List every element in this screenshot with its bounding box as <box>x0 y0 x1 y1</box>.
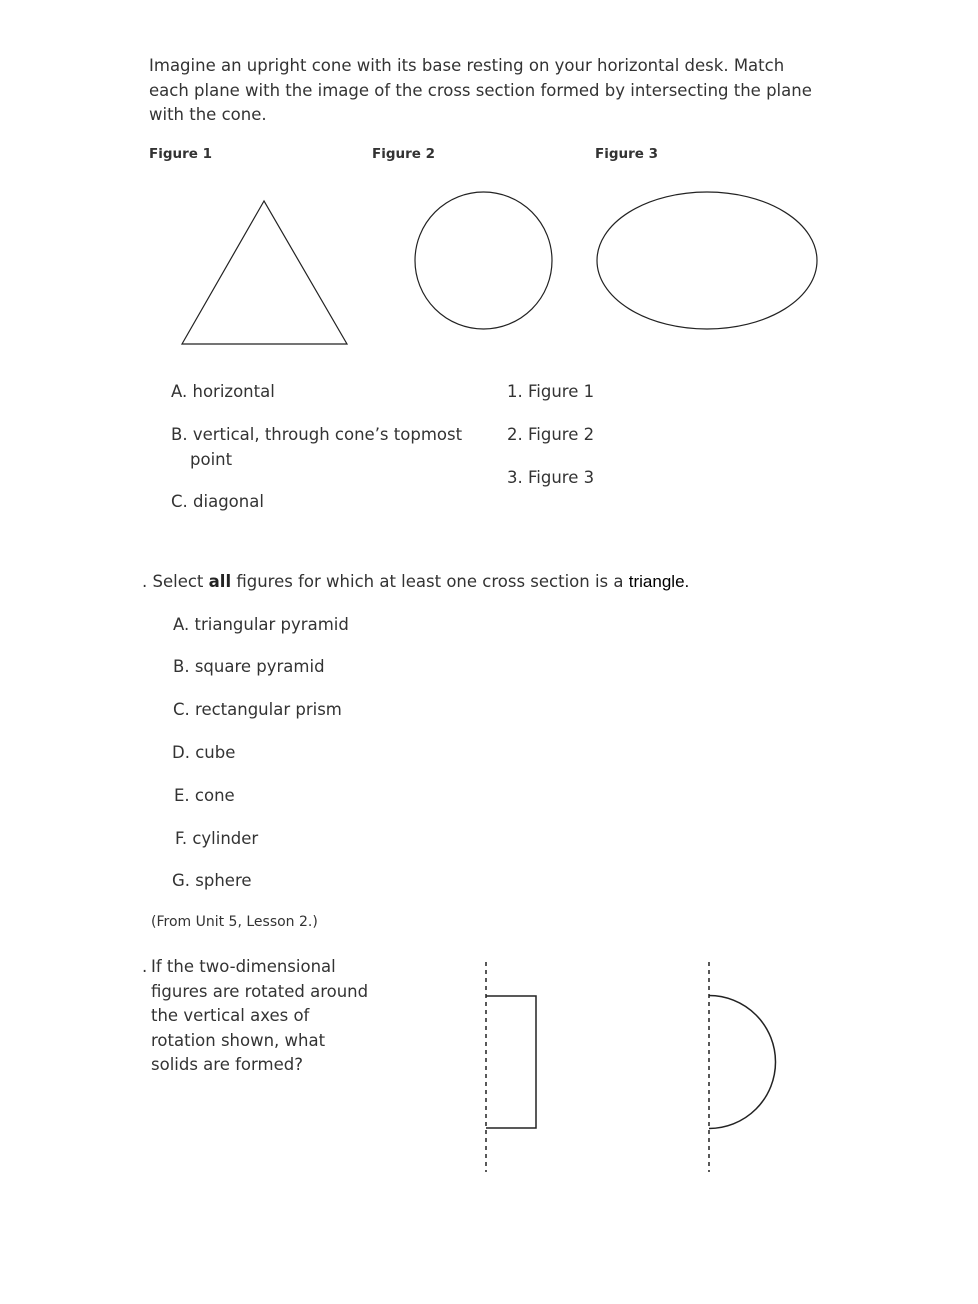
option-letter: A. <box>173 615 190 634</box>
plane-letter: C. <box>171 492 188 511</box>
match-number: 2. <box>507 425 523 444</box>
question-emphasis: all <box>208 572 232 591</box>
figure1-label: Figure 1 <box>149 146 213 162</box>
match-number: 3. <box>507 468 523 487</box>
option-letter: C. <box>173 700 190 719</box>
figure3-label: Figure 3 <box>595 146 659 162</box>
plane-letter: A. <box>171 382 188 401</box>
question-mid: figures for which at least one cross section is a <box>236 572 624 591</box>
option-text: triangular pyramid <box>194 615 349 634</box>
match-text: Figure 1 <box>528 382 595 401</box>
option-text: square pyramid <box>194 657 325 676</box>
option-letter: F. <box>175 829 188 848</box>
option-text: cone <box>194 786 235 805</box>
option-text: rectangular prism <box>195 700 342 719</box>
question-prefix: . <box>142 572 148 591</box>
match-text: Figure 2 <box>528 425 595 444</box>
option-letter: D. <box>172 743 190 762</box>
match-number: 1. <box>507 382 523 401</box>
plane-text: horizontal <box>192 382 275 401</box>
question-start: Select <box>152 572 204 591</box>
question-end: triangle. <box>628 572 690 591</box>
option-letter: E. <box>174 786 190 805</box>
plane-text-continued: point <box>190 449 233 469</box>
problem1-intro: Imagine an upright cone with its base resting on your horizontal desk. Match each plane with the image of the cross section formed by intersecting the plane with the cone. <box>149 56 812 124</box>
source-note: (From Unit 5, Lesson 2.) <box>151 914 318 930</box>
option-letter: G. <box>172 871 191 890</box>
figure2-label: Figure 2 <box>372 146 436 162</box>
plane-letter: B. <box>171 425 188 444</box>
option-letter: B. <box>173 657 190 676</box>
option-text: cylinder <box>192 829 259 848</box>
option-text: cube <box>195 743 236 762</box>
question-prefix: . <box>142 957 148 976</box>
plane-text: diagonal <box>193 492 264 511</box>
match-text: Figure 3 <box>528 468 595 487</box>
question-text: If the two-dimensional figures are rotated around the vertical axes of rotation shown, what solids are formed? <box>151 957 369 1074</box>
semicircle-shape <box>709 996 776 1129</box>
plane-text: vertical, through cone’s topmost <box>192 425 463 444</box>
option-text: sphere <box>195 871 252 890</box>
